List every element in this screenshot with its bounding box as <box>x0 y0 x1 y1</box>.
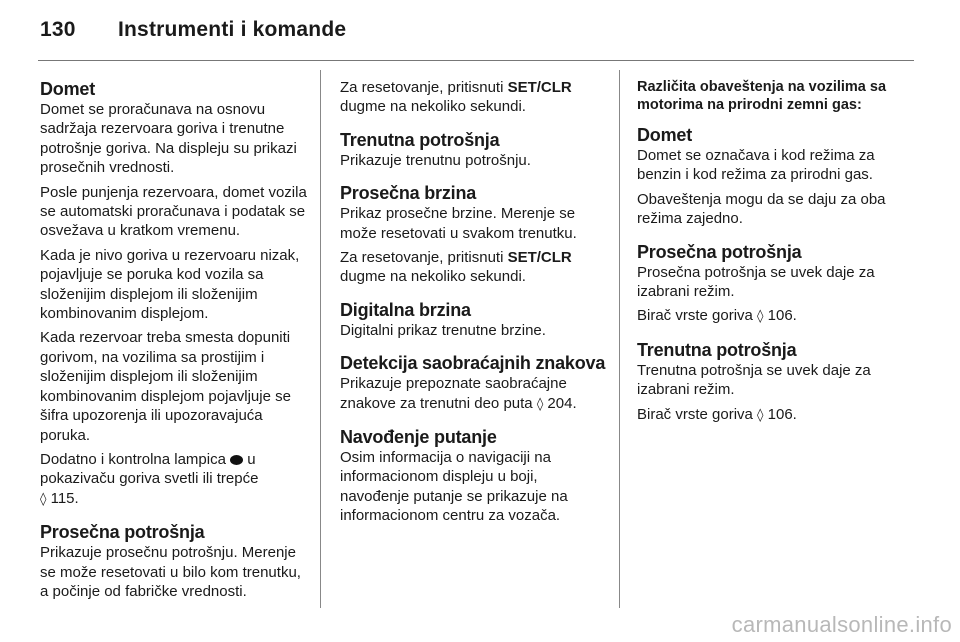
paragraph-text: dugme na nekoliko sekundi. <box>340 268 526 286</box>
paragraph <box>340 374 608 414</box>
page-reference-arrow-icon: ◊ <box>757 407 764 423</box>
paragraph-text: dugme na nekoliko sekundi. <box>340 98 526 116</box>
column-divider-1 <box>320 70 321 608</box>
column-divider-2 <box>619 70 620 608</box>
section-heading: Navođenje putanje <box>340 427 497 448</box>
header-divider <box>38 60 914 61</box>
page-reference[interactable]: 115. <box>50 489 79 507</box>
watermark: carmanualsonline.info <box>731 612 952 637</box>
section-detekcija-znakova <box>340 352 608 414</box>
section-heading: Digitalna brzina <box>340 299 471 320</box>
paragraph-text: Za resetovanje, pritisnuti <box>340 79 508 96</box>
section-heading: Trenutna potrošnja <box>340 129 500 150</box>
section-domet-cng <box>637 124 913 229</box>
paragraph-text: Birač vrste goriva <box>637 307 753 325</box>
paragraph: Osim informacija o navigaciji na informacionom displeju u boji, navođenje putanje se prikazuje na informacionom centru za vozača. <box>340 449 568 525</box>
paragraph: Domet se proračunava na osnovu sadržaja rezervoara goriva i trenutne potrošnje goriva. Na displeju su prikazi prosečnih vrednosti. <box>40 101 297 177</box>
section-domet <box>40 78 308 509</box>
page-reference[interactable]: 204. <box>547 394 577 412</box>
paragraph-text: u pokazivaču goriva svetli ili trepće <box>40 450 259 488</box>
intro-note: Različita obaveštenja na vozilima sa motorima na prirodni zemni gas: <box>637 79 887 113</box>
section-heading: Trenutna potrošnja <box>637 339 797 360</box>
page-reference[interactable]: 106. <box>767 307 797 325</box>
paragraph-text: Za resetovanje, pritisnuti <box>340 249 508 267</box>
page-reference[interactable]: 106. <box>767 405 797 423</box>
paragraph: Kada rezervoar treba smesta dopuniti gorivom, na vozilima sa prostijim i složenijim displejom ili složenijim kombinovanim displejom pojavljuje se šifra upozorenja ili upozoravajuća poruka. <box>40 329 291 444</box>
paragraph <box>340 248 608 287</box>
section-heading: Domet <box>637 125 693 145</box>
paragraph: Kada je nivo goriva u rezervoaru nizak, pojavljuje se poruka kod vozila sa složenijim displejom ili složenijim kombinovanim displejom. <box>40 246 300 323</box>
paragraph <box>637 405 913 425</box>
section-trenutna-potrosnja <box>340 129 608 170</box>
paragraph: Obaveštenja mogu da se daju za oba režima zajedno. <box>637 190 886 228</box>
paragraph: Prikaz prosečne brzine. Merenje se može resetovati u svakom trenutku. <box>340 205 577 242</box>
page-reference-arrow-icon: ◊ <box>757 309 764 325</box>
section-reset <box>340 78 608 117</box>
section-prosecna-potrosnja-cng <box>637 241 913 327</box>
paragraph-text: Birač vrste goriva <box>637 405 753 423</box>
paragraph <box>637 306 913 326</box>
paragraph <box>40 450 308 509</box>
page-title: Instrumenti i komande <box>118 18 347 41</box>
fuel-warning-lamp-icon <box>230 455 243 465</box>
section-heading: Prosečna potrošnja <box>40 522 205 543</box>
column-2 <box>340 78 608 538</box>
section-navodjenje-putanje <box>340 426 608 526</box>
page-reference-arrow-icon: ◊ <box>40 491 47 507</box>
paragraph: Digitalni prikaz trenutne brzine. <box>340 321 546 339</box>
section-heading: Prosečna potrošnja <box>637 241 802 262</box>
section-prosecna-brzina <box>340 182 608 287</box>
paragraph: Domet se označava i kod režima za benzin i kod režima za prirodni gas. <box>637 147 875 184</box>
paragraph-text: Prikazuje prepoznate saobraćajne znakove za trenutni deo puta <box>340 375 567 412</box>
section-heading: Detekcija saobraćajnih znakova <box>340 353 606 374</box>
page-number: 130 <box>40 18 76 41</box>
paragraph <box>340 78 608 117</box>
section-heading: Domet <box>40 79 96 99</box>
column-1 <box>40 78 308 613</box>
paragraph-text: Dodatno i kontrolna lampica <box>40 450 226 468</box>
section-digitalna-brzina <box>340 299 608 340</box>
paragraph: Prikazuje prosečnu potrošnju. Merenje se može resetovati u bilo kom trenutku, a počinje od fabričke vrednosti. <box>40 544 301 600</box>
section-trenutna-potrosnja-cng <box>637 339 913 425</box>
paragraph: Prosečna potrošnja se uvek daje za izabrani režim. <box>637 263 875 301</box>
section-heading: Prosečna brzina <box>340 183 477 204</box>
button-label: SET/CLR <box>507 249 572 267</box>
button-label: SET/CLR <box>507 79 572 96</box>
page-reference-arrow-icon: ◊ <box>536 396 544 412</box>
column-3 <box>637 78 913 437</box>
paragraph: Prikazuje trenutnu potrošnju. <box>340 151 531 169</box>
paragraph: Trenutna potrošnja se uvek daje za izabrani režim. <box>637 361 871 399</box>
page-header <box>40 18 346 42</box>
paragraph: Posle punjenja rezervoara, domet vozila se automatski proračunava i podatak se osvežava u kratkom vremenu. <box>40 183 307 240</box>
section-prosecna-potrosnja <box>40 521 308 601</box>
